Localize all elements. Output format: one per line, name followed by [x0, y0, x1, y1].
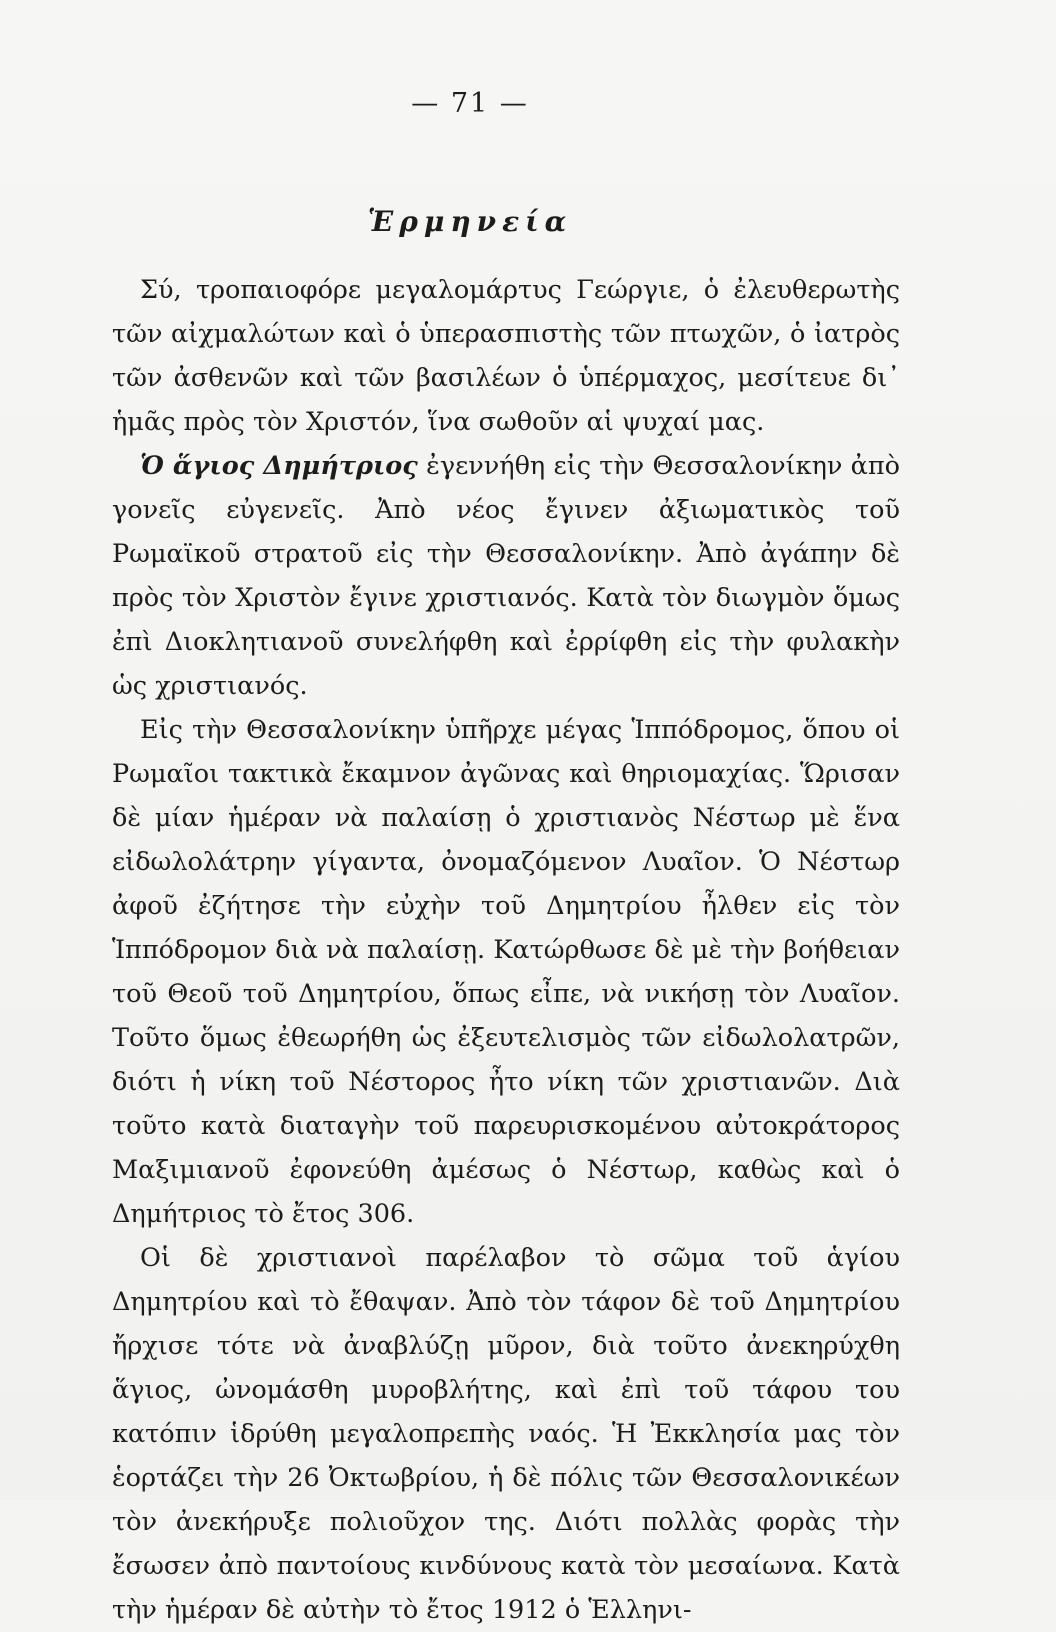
section-heading: Ἑρμηνεία: [367, 205, 573, 238]
paragraph-text: Οἱ δὲ χριστιανοὶ παρέλαβον τὸ σῶμα τοῦ ἁγίου Δημητρίου καὶ τὸ ἔθαψαν. Ἀπὸ τὸν τάφον δὲ τοῦ Δημητρίου ἤρχισε τότε νὰ ἀναβλύζῃ μῦρον, διὰ τοῦτο ἀνεκηρύχθη ἅγιος, ὠνομάσθη μυροβλήτης, καὶ ἐπὶ τοῦ τάφου του κατόπιν ἱδρύθη μεγαλοπρεπὴς ναός. Ἡ Ἐκκλησία μας τὸν ἑορτάζει τὴν 26 Ὀκτωβρίου, ἡ δὲ πόλις τῶν Θεσσαλονικέων τὸν ἀνεκήρυξε πολιοῦχον της. Διότι πολλὰς φορὰς τὴν ἔσωσεν ἀπὸ παντοίους κινδύνους κατὰ τὸν μεσαίωνα. Κατὰ τὴν ἡμέραν δὲ αὐτὴν τὸ ἔτος 1912 ὁ Ἑλληνι-: [112, 1243, 900, 1625]
body-text: [112, 268, 900, 1632]
page-number: — 71 —: [411, 88, 529, 119]
paragraph-prayer: [112, 268, 900, 444]
paragraph-lead-phrase: Ὁ ἅγιος Δημήτριος: [140, 451, 418, 481]
paragraph-text: Σύ, τροπαιοφόρε μεγαλομάρτυς Γεώργιε, ὁ ἐλευθερωτὴς τῶν αἰχμαλώτων καὶ ὁ ὑπερασπιστὴς τῶν πτωχῶν, ὁ ἰατρὸς τῶν ἀσθενῶν καὶ τῶν βασιλέων ὁ ὑπέρμαχος, μεσίτευε δι᾽ ἡμᾶς πρὸς τὸν Χριστόν, ἵνα σωθοῦν αἱ ψυχαί μας.: [112, 275, 900, 437]
paragraph-hippodrome: [112, 708, 900, 1236]
paragraph-text: Εἰς τὴν Θεσσαλονίκην ὑπῆρχε μέγας Ἱππόδρομος, ὅπου οἱ Ρωμαῖοι τακτικὰ ἔκαμνον ἀγῶνας καὶ θηριομαχίας. Ὥρισαν δὲ μίαν ἡμέραν νὰ παλαίσῃ ὁ χριστιανὸς Νέστωρ μὲ ἕνα εἰδωλολάτρην γίγαντα, ὀνομαζόμενον Λυαῖον. Ὁ Νέστωρ ἀφοῦ ἐζήτησε τὴν εὐχὴν τοῦ Δημητρίου ἦλθεν εἰς τὸν Ἱππόδρομον διὰ νὰ παλαίσῃ. Κατώρθωσε δὲ μὲ τὴν βοήθειαν τοῦ Θεοῦ τοῦ Δημητρίου, ὅπως εἶπε, νὰ νικήσῃ τὸν Λυαῖον. Τοῦτο ὅμως ἐθεωρήθη ὡς ἐξευτελισμὸς τῶν εἰδωλολατρῶν, διότι ἡ νίκη τοῦ Νέστορος ἦτο νίκη τῶν χριστιανῶν. Διὰ τοῦτο κατὰ διαταγὴν τοῦ παρευρισκομένου αὐτοκράτορος Μαξιμιανοῦ ἐφονεύθη ἀμέσως ὁ Νέστωρ, καθὼς καὶ ὁ Δημήτριος τὸ ἔτος 306.: [112, 715, 900, 1229]
paragraph-text: ἐγεννήθη εἰς τὴν Θεσσαλονίκην ἀπὸ γονεῖς εὐγενεῖς. Ἀπὸ νέος ἔγινεν ἀξιωματικὸς τοῦ Ρωμαϊκοῦ στρατοῦ εἰς τὴν Θεσσαλονίκην. Ἀπὸ ἀγάπην δὲ πρὸς τὸν Χριστὸν ἔγινε χριστιανός. Κατὰ τὸν διωγμὸν ὅμως ἐπὶ Διοκλητιανοῦ συνελήφθη καὶ ἐρρίφθη εἰς τὴν φυλακὴν ὡς χριστιανός.: [112, 451, 901, 701]
paragraph-burial: [112, 1236, 900, 1632]
paragraph-saint-demetrios: [112, 444, 900, 708]
